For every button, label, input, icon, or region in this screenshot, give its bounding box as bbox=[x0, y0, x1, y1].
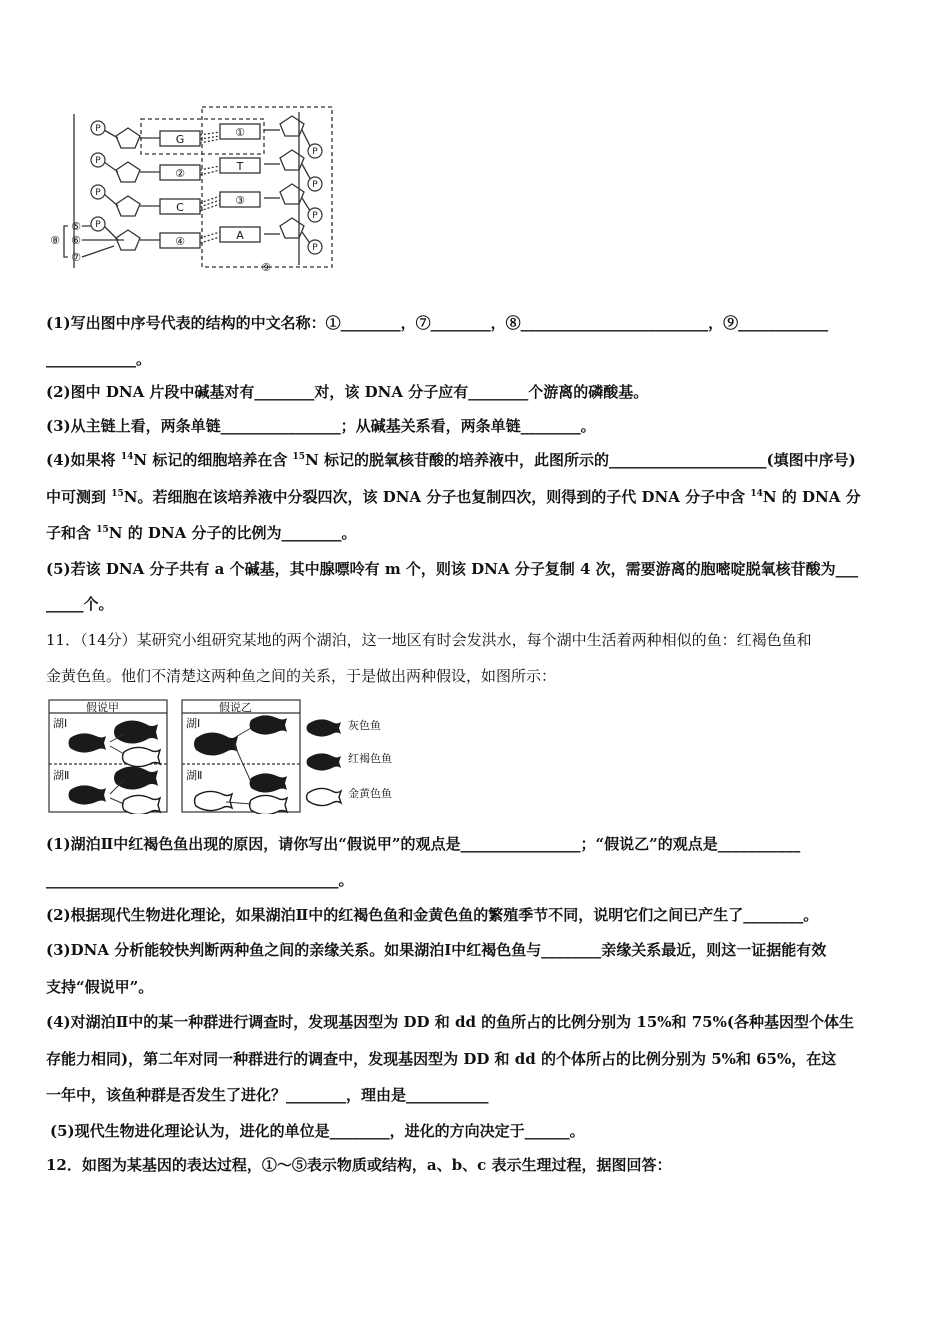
lake2-label-a: 湖Ⅱ bbox=[53, 769, 70, 782]
q11-part3-line2: 支持“假说甲”。 bbox=[46, 978, 154, 996]
phosphate-label: P bbox=[312, 180, 318, 190]
label-9: ⑨ bbox=[261, 261, 271, 274]
label-1: ① bbox=[235, 126, 245, 139]
phosphate-label: P bbox=[312, 211, 318, 221]
q11-part3-line1: (3)DNA 分析能较快判断两种鱼之间的亲缘关系。如果湖泊Ⅰ中红褐色鱼与________亲缘关系最近，则这一证据能有效 bbox=[46, 941, 827, 959]
label-3: ③ bbox=[235, 194, 245, 207]
lake1-label-a: 湖Ⅰ bbox=[53, 717, 68, 730]
label-5: ⑤ bbox=[71, 220, 81, 233]
q11-part1-line2: _______________________________________。 bbox=[46, 871, 354, 889]
phosphate-label: P bbox=[95, 124, 101, 134]
q10-part4-line3: 子和含 $^{15}$N 的 DNA 分子的比例为________。 bbox=[46, 524, 357, 542]
q11-part1-line1: (1)湖泊Ⅱ中红褐色鱼出现的原因，请你写出“假说甲”的观点是________________；“假说乙”的观点是___________ bbox=[46, 835, 801, 853]
phosphate-label: P bbox=[95, 156, 101, 166]
label-6: ⑥ bbox=[71, 234, 81, 247]
q10-part5-line2: _____个。 bbox=[46, 595, 114, 613]
q10-part2: (2)图中 DNA 片段中碱基对有________对，该 DNA 分子应有________个游离的磷酸基。 bbox=[46, 383, 649, 401]
label-7: ⑦ bbox=[71, 251, 81, 264]
hypothesis-a-title: 假说甲 bbox=[86, 701, 119, 714]
q10-part4-line2: 中可测到 $^{15}$N。若细胞在该培养液中分裂四次，该 DNA 分子也复制四次，则得到的子代 DNA 分子中含 $^{14}$N 的 DNA 分 bbox=[46, 488, 861, 506]
phosphate-label: P bbox=[95, 220, 101, 230]
dna-structure-figure bbox=[44, 100, 340, 276]
q10-part5-line1: (5)若该 DNA 分子共有 a 个碱基，其中腺嘌呤有 m 个，则该 DNA 分子复制 4 次，需要游离的胞嘧啶脱氧核苷酸为___ bbox=[46, 560, 859, 578]
label-2: ② bbox=[175, 167, 185, 180]
hypothesis-b-title: 假说乙 bbox=[219, 701, 252, 714]
q10-part1-line1: (1)写出图中序号代表的结构的中文名称：①________，⑦________，⑧_________________________，⑨____________ bbox=[46, 314, 829, 332]
base-c: C bbox=[176, 201, 184, 214]
q11-part4-line1: (4)对湖泊Ⅱ中的某一种群进行调查时，发现基因型为 DD 和 dd 的鱼所占的比例分别为 15%和 75%(各种基因型个体生 bbox=[46, 1013, 854, 1031]
base-a: A bbox=[236, 229, 244, 242]
q11-part4-line2: 存能力相同)，第二年对同一种群进行的调查中，发现基因型为 DD 和 dd 的个体所占的比例分别为 5%和 65%，在这 bbox=[46, 1050, 837, 1068]
label-4: ④ bbox=[175, 235, 185, 248]
q11-intro-line1: 11．（14分）某研究小组研究某地的两个湖泊，这一地区有时会发洪水，每个湖中生活着两种相似的鱼：红褐色鱼和 bbox=[46, 631, 812, 649]
q10-part3: (3)从主链上看，两条单链________________；从碱基关系看，两条单链________。 bbox=[46, 417, 596, 435]
q11-part4-line3: 一年中，该鱼种群是否发生了进化？________，理由是___________ bbox=[46, 1086, 489, 1104]
q10-part1-line2: ____________。 bbox=[46, 350, 152, 368]
base-t: T bbox=[236, 160, 244, 173]
legend-gold-fish: 金黄色鱼 bbox=[348, 787, 392, 800]
base-g: G bbox=[175, 133, 185, 146]
phosphate-label: P bbox=[312, 147, 318, 157]
lake1-label-b: 湖Ⅰ bbox=[186, 717, 201, 730]
legend-gray-fish: 灰色鱼 bbox=[348, 719, 381, 732]
q11-intro-line2: 金黄色鱼。他们不清楚这两种鱼之间的关系，于是做出两种假设，如图所示： bbox=[46, 667, 557, 685]
q12-intro: 12．如图为某基因的表达过程，①～⑤表示物质或结构，a、b、c 表示生理过程，据图回答： bbox=[46, 1156, 672, 1174]
hypothesis-figure bbox=[46, 698, 416, 814]
legend-red-fish: 红褐色鱼 bbox=[348, 752, 392, 765]
phosphate-label: P bbox=[312, 243, 318, 253]
q11-part2: (2)根据现代生物进化理论，如果湖泊Ⅱ中的红褐色鱼和金黄色鱼的繁殖季节不同，说明它们之间已产生了________。 bbox=[46, 906, 819, 924]
lake2-label-b: 湖Ⅱ bbox=[186, 769, 203, 782]
phosphate-label: P bbox=[95, 188, 101, 198]
q11-part5: (5)现代生物进化理论认为，进化的单位是________，进化的方向决定于______。 bbox=[50, 1122, 585, 1140]
label-8: ⑧ bbox=[50, 234, 60, 247]
q10-part4-line1: (4)如果将 $^{14}$N 标记的细胞培养在含 $^{15}$N 标记的脱氧核苷酸的培养液中，此图所示的_____________________(填图中序号) bbox=[46, 451, 856, 469]
